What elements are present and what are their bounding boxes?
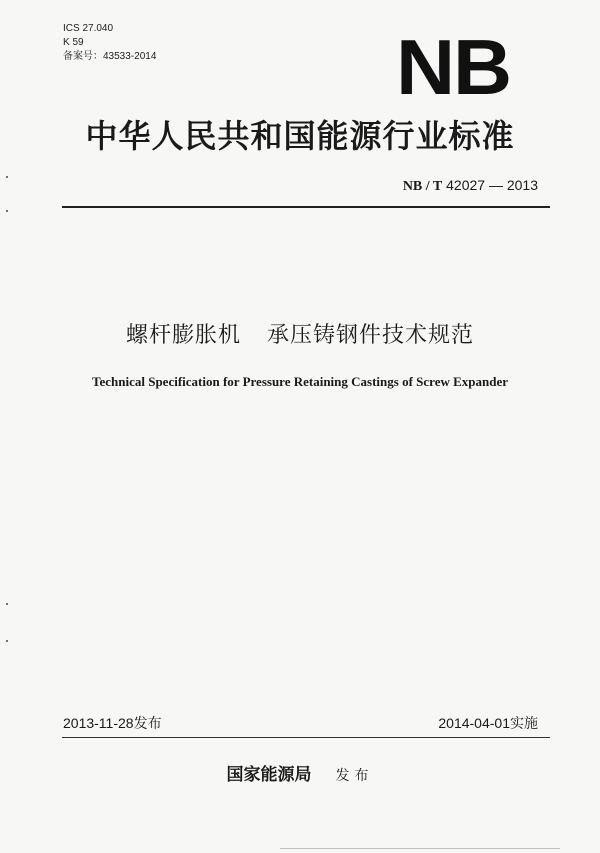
record-number: 备案号：43533-2014 bbox=[63, 51, 157, 62]
issue-date: 2013-11-28发布 bbox=[63, 715, 162, 731]
standard-code bbox=[403, 177, 538, 195]
scan-speck bbox=[6, 210, 8, 212]
standard-code-number: 42027 — 2013 bbox=[446, 177, 538, 193]
nb-logo: NB bbox=[396, 23, 511, 111]
document-title-cn bbox=[0, 318, 600, 349]
title-cn-part1: 螺杆膨胀机 bbox=[125, 323, 241, 348]
title-cn-part2: 承压铸钢件技术规范 bbox=[267, 323, 475, 348]
footer-divider bbox=[62, 737, 550, 738]
document-title-en: Technical Specification for Pressure Retaining Castings of Screw Expander bbox=[92, 374, 508, 389]
classification-block bbox=[63, 22, 156, 64]
scan-speck bbox=[6, 640, 8, 642]
scan-speck bbox=[6, 176, 8, 178]
issuer-name: 国家能源局 bbox=[226, 765, 312, 785]
issuer-label: 发布 bbox=[335, 768, 374, 784]
standard-category-title: 中华人民共和国能源行业标准 bbox=[85, 117, 515, 155]
issuing-authority bbox=[0, 760, 600, 785]
effective-date: 2014-04-01实施 bbox=[438, 715, 538, 731]
scan-speck bbox=[6, 603, 8, 605]
scan-edge-line bbox=[280, 848, 560, 849]
header-divider bbox=[62, 206, 550, 208]
standard-code-prefix: NB / T bbox=[402, 179, 443, 194]
ics-code: ICS 27.040 bbox=[63, 23, 114, 34]
class-code: K 59 bbox=[63, 37, 84, 48]
